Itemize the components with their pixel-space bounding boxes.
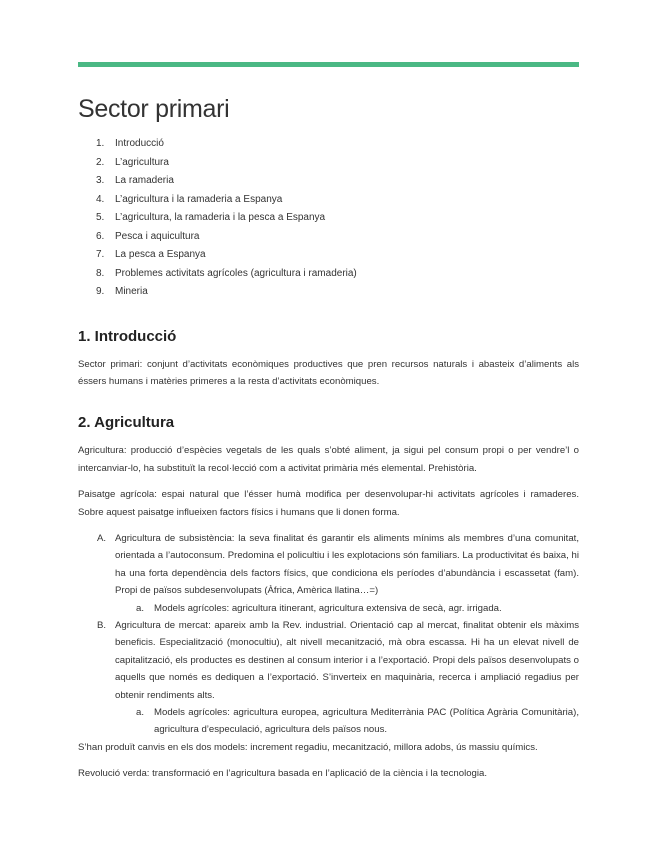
- toc-number: 9.: [96, 286, 105, 297]
- list-marker: B.: [97, 619, 107, 631]
- toc-label: Introducció: [115, 138, 164, 149]
- sub-list-marker: a.: [136, 602, 145, 614]
- list-marker: A.: [97, 532, 107, 544]
- toc-item: [96, 246, 579, 265]
- toc-label: Pesca i aquicultura: [115, 230, 200, 242]
- agriculture-types-list: [78, 530, 579, 739]
- list-item: [78, 530, 579, 617]
- toc-number: 7.: [96, 249, 105, 260]
- toc-label: L’agricultura, la ramaderia i la pesca a Espanya: [115, 212, 326, 223]
- toc-item: [96, 172, 579, 191]
- list-item-text: Agricultura de mercat: apareix amb la Rev. industrial. Orientació cap al mercat, finalitat obtenir els màxims beneficis. Especialització (monocultiu), alt nivell mecanització, mà obra escassa. Hi ha un elevat nivell de capitalització, els productes es destinen al consum interior i a l’exportació. Propi dels països desenvolupats o aquells que només es dediquen a l’exportació. S’inverteix en maquinària, recerca i ampliació regadius per obtenir rendiments alts.: [115, 619, 579, 701]
- toc-number: 4.: [96, 193, 105, 205]
- sub-list: [115, 704, 579, 739]
- sub-list-item-text: Models agrícoles: agricultura europea, agricultura Mediterrània PAC (Política Agrària Comunitària), agricultura d’especulació, agricultura dels països nous.: [154, 707, 579, 736]
- changes-paragraph: S’han produït canvis en els dos models: increment regadiu, mecanització, millora adobs, ús massiu químics.: [78, 741, 538, 753]
- paisatge-agricola-paragraph: Paisatge agrícola: espai natural que l’ésser humà modifica per desenvolupar-hi activitats agrícoles i ramaderes. Sobre aquest paisatge influeixen factors físics i humans que li donen forma.: [78, 489, 579, 518]
- sub-list-item: [115, 704, 579, 739]
- toc-number: 2.: [96, 156, 105, 168]
- toc-number: 5.: [96, 212, 105, 223]
- page-title: Sector primari: [78, 95, 230, 123]
- toc-number: 3.: [96, 175, 105, 186]
- toc-number: 6.: [96, 230, 105, 242]
- toc-item: [96, 135, 579, 154]
- toc-item: [96, 191, 579, 210]
- toc-label: La pesca a Espanya: [115, 249, 206, 260]
- sub-list-item-text: Models agrícoles: agricultura itinerant, agricultura extensiva de secà, agr. irrigada.: [154, 602, 502, 614]
- top-accent-rule: [78, 62, 579, 67]
- toc-item: [96, 228, 579, 247]
- toc-label: L’agricultura i la ramaderia a Espanya: [115, 193, 283, 205]
- sub-list-item: [115, 600, 579, 617]
- toc-number: 1.: [96, 138, 105, 149]
- agricultura-definition: Agricultura: producció d’espècies vegetals de les quals s’obté aliment, ja sigui pel consum propi o per vendre’l o intercanviar-lo, ha substituït la recol·lecció com a activitat primària més elemental. Prehistòria.: [78, 445, 579, 474]
- toc-item: [96, 265, 579, 284]
- toc-label: Mineria: [115, 286, 148, 297]
- toc-label: L’agricultura: [115, 156, 169, 168]
- toc-item: [96, 283, 579, 302]
- revolucio-verda-paragraph: Revolució verda: transformació en l’agricultura basada en l’aplicació de la ciència i la tecnologia.: [78, 768, 488, 780]
- intro-paragraph: Sector primari: conjunt d’activitats econòmiques productives que pren recursos naturals i abasteix d’aliments als éssers humans i matèries primeres a la resta d’activitats econòmiques.: [78, 358, 579, 387]
- toc-item: [96, 154, 579, 173]
- sub-list: [115, 600, 579, 617]
- section-heading-agricultura: 2. Agricultura: [78, 414, 175, 432]
- list-item-text: Agricultura de subsistència: la seva finalitat és garantir els aliments mínims als membres d’una comunitat, orientada a l’autoconsum. Predomina el policultiu i les explotacions són familiars. La productivitat és baixa, hi ha una forta dependència dels factors físics, que condiciona els períodes d’abundància i escassetat (fam). Propi de països subdesenvolupats (Àfrica, Amèrica llatina…=): [115, 532, 579, 597]
- toc-label: La ramaderia: [115, 175, 174, 186]
- table-of-contents: [78, 135, 579, 302]
- toc-number: 8.: [96, 267, 105, 279]
- toc-label: Problemes activitats agrícoles (agricultura i ramaderia): [115, 267, 357, 279]
- list-item: [78, 617, 579, 739]
- sub-list-marker: a.: [136, 707, 145, 718]
- section-heading-introduccio: 1. Introducció: [78, 327, 177, 345]
- toc-item: [96, 209, 579, 228]
- document-page: [78, 62, 579, 783]
